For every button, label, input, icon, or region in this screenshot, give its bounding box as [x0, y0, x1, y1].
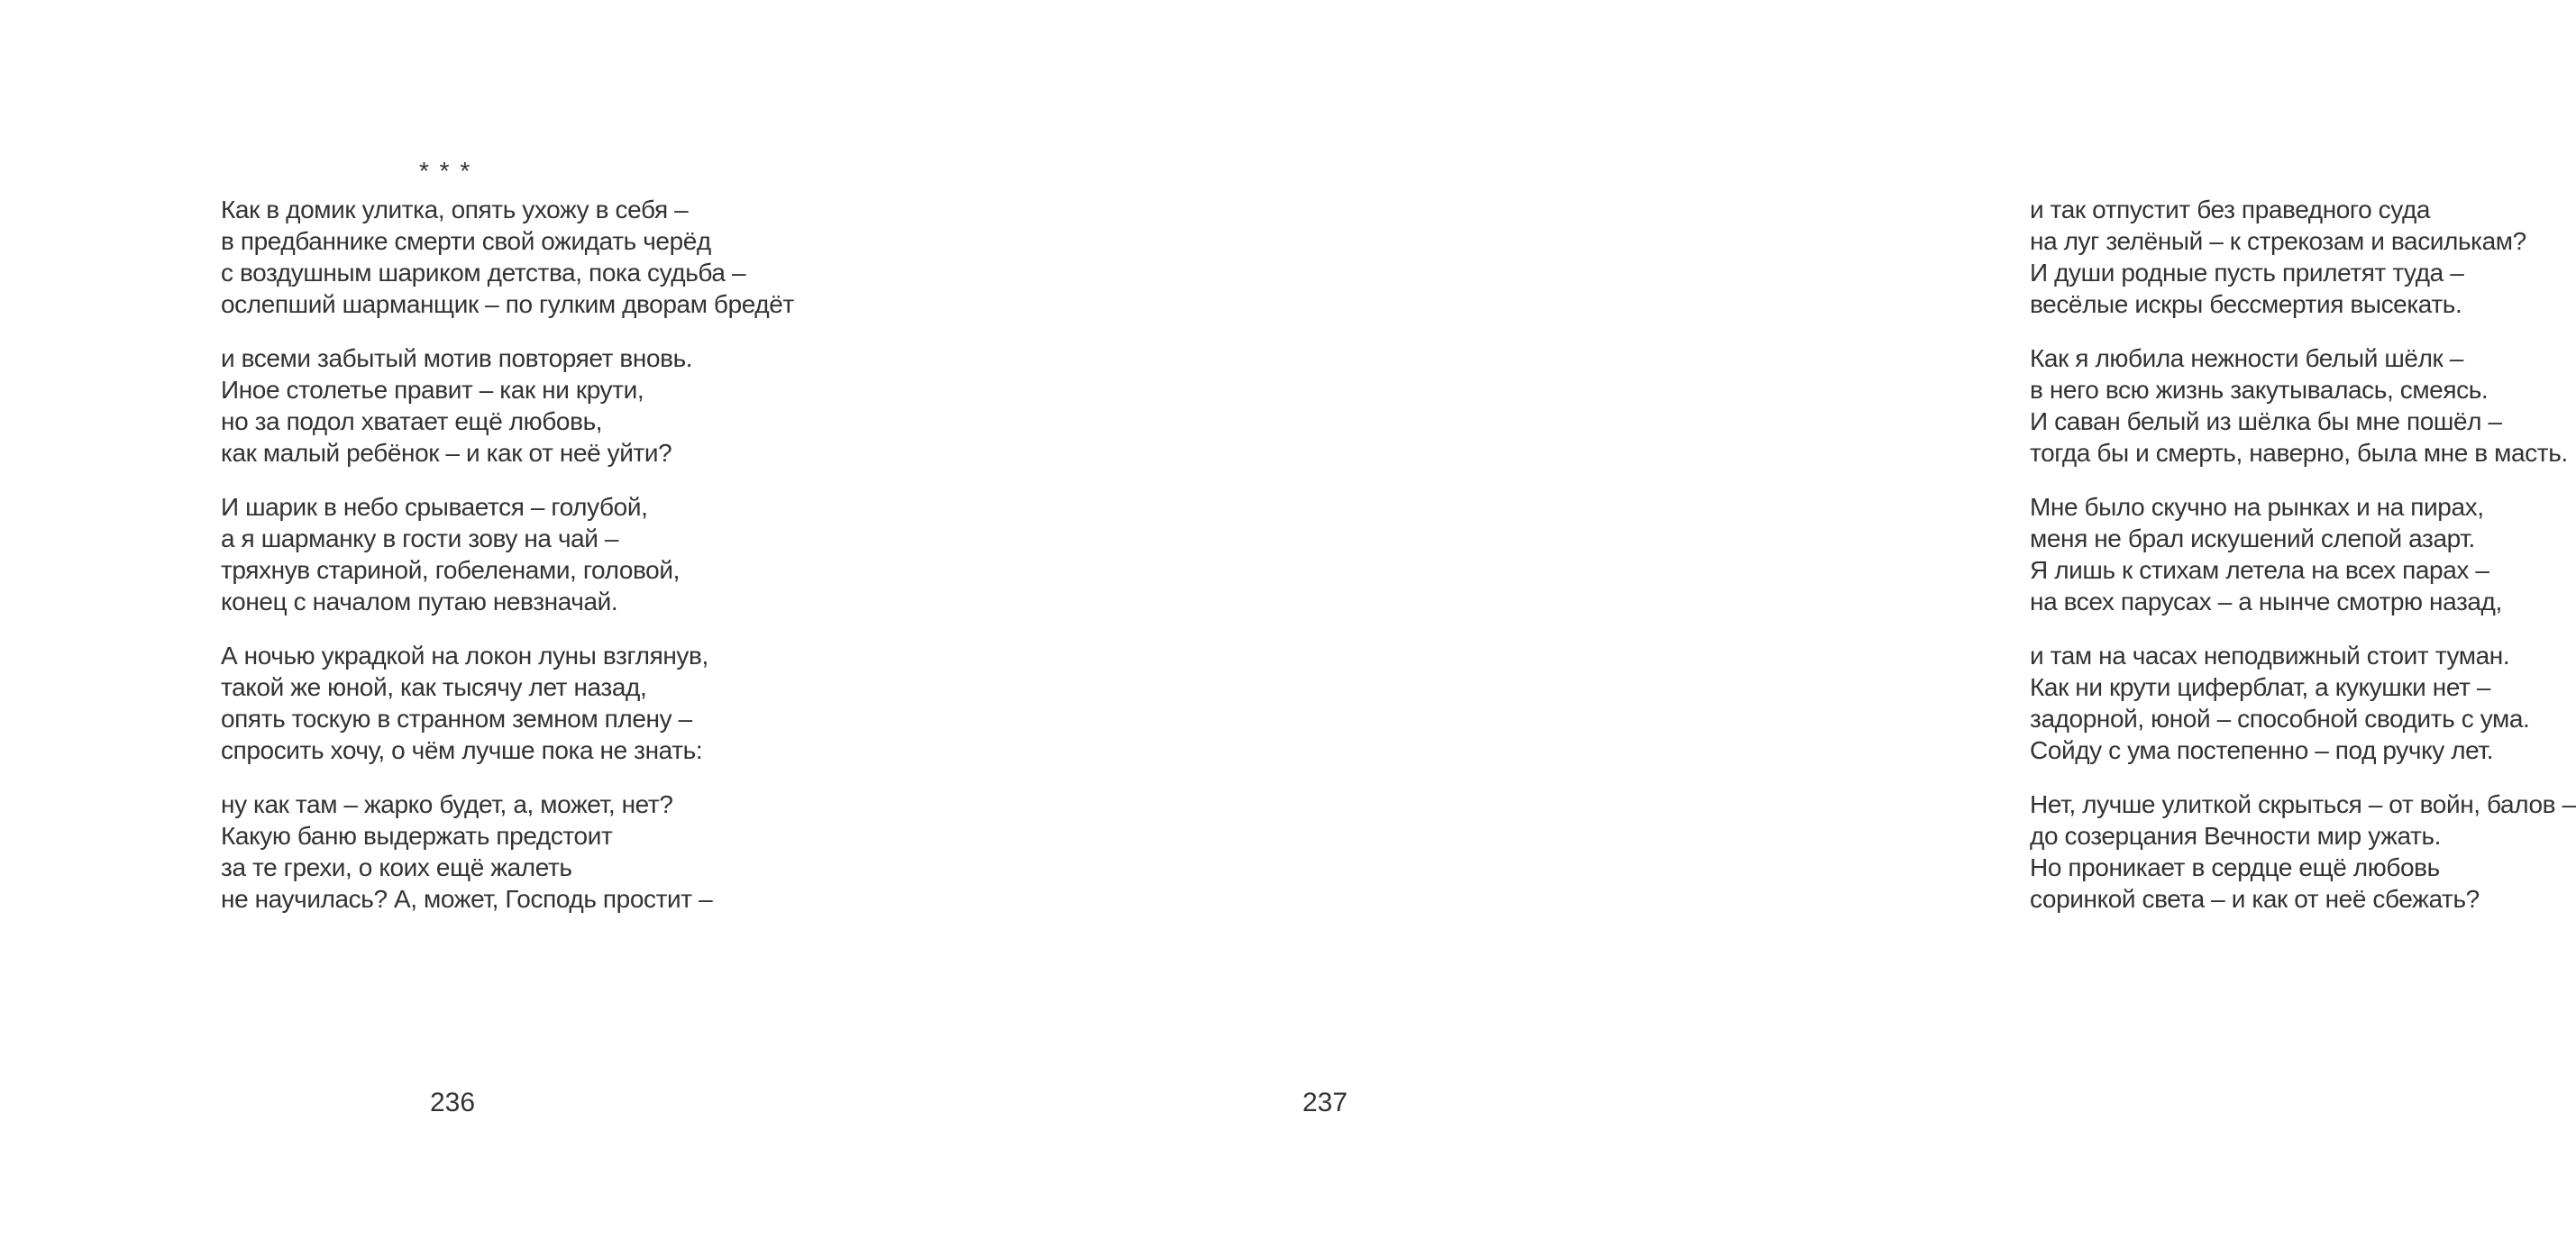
- poem-line: тогда бы и смерть, наверно, была мне в масть.: [2030, 439, 2568, 467]
- poem-line: на луг зелёный – к стрекозам и василькам?: [2030, 227, 2526, 255]
- poem-line: за те грехи, о коих ещё жалеть: [221, 853, 572, 881]
- poem-column-left: [221, 155, 794, 915]
- poem-line: не научилась? А, может, Господь простит –: [221, 885, 713, 913]
- poem-line: Сойду с ума постепенно – под ручку лет.: [2030, 736, 2494, 764]
- poem-line: И души родные пусть прилетят туда –: [2030, 259, 2464, 287]
- poem-line: с воздушным шариком детства, пока судьба –: [221, 259, 746, 287]
- page-right: [905, 0, 2576, 1249]
- poem-line: конец с началом путаю невзначай.: [221, 588, 618, 615]
- poem-line: тряхнув стариной, гобеленами, головой,: [221, 556, 680, 584]
- poem-line: и всеми забытый мотив повторяет вновь.: [221, 344, 693, 372]
- stanza: [2030, 491, 2576, 617]
- page-number-right: 237: [1302, 1088, 1348, 1117]
- poem-line: Нет, лучше улиткой скрыться – от войн, балов –: [2030, 790, 2576, 818]
- stanza: [221, 789, 794, 915]
- poem-line: и там на часах неподвижный стоит туман.: [2030, 642, 2510, 670]
- page-number-left: 236: [429, 1088, 476, 1117]
- poem-line: Мне было скучно на рынках и на пирах,: [2030, 493, 2484, 521]
- poem-line: Иное столетье правит – как ни крути,: [221, 376, 644, 404]
- stanza: [2030, 789, 2576, 915]
- poem-line: до созерцания Вечности мир ужать.: [2030, 822, 2442, 850]
- poem-line: Но проникает в сердце ещё любовь: [2030, 853, 2440, 881]
- poem-line: весёлые искры бессмертия высекать.: [2030, 290, 2462, 318]
- poem-line: Как ни крути циферблат, а кукушки нет –: [2030, 673, 2491, 701]
- poem-line: соринкой света – и как от неё сбежать?: [2030, 885, 2480, 913]
- stanza: [2030, 342, 2576, 469]
- poem-line: И шарик в небо срывается – голубой,: [221, 493, 648, 521]
- stanza: [221, 640, 794, 766]
- poem-line: на всех парусах – а нынче смотрю назад,: [2030, 588, 2502, 615]
- poem-line: такой же юной, как тысячу лет назад,: [221, 673, 647, 701]
- poem-line: а я шарманку в гости зову на чай –: [221, 524, 619, 552]
- poem-line: меня не брал искушений слепой азарт.: [2030, 524, 2475, 552]
- poem-column-right: [2030, 194, 2576, 915]
- poem-line: как малый ребёнок – и как от неё уйти?: [221, 439, 672, 467]
- stanza: [221, 491, 794, 617]
- poem-line: ослепший шарманщик – по гулким дворам бредёт: [221, 290, 794, 318]
- poem-line: в предбаннике смерти свой ожидать черёд: [221, 227, 711, 255]
- stanza: [221, 342, 794, 469]
- stanza: [2030, 194, 2576, 320]
- poem-line: Как в домик улитка, опять ухожу в себя –: [221, 196, 689, 223]
- poem-line: Какую баню выдержать предстоит: [221, 822, 613, 850]
- page-left: [0, 0, 905, 1249]
- poem-separator: * * *: [419, 157, 472, 185]
- stanza: [221, 194, 794, 320]
- poem-line: задорной, юной – способной сводить с ума.: [2030, 705, 2530, 733]
- poem-line: в него всю жизнь закутывалась, смеясь.: [2030, 376, 2489, 404]
- poem-line: А ночью украдкой на локон луны взглянув,: [221, 642, 708, 670]
- poem-line: спросить хочу, о чём лучше пока не знать:: [221, 736, 703, 764]
- stanza: [2030, 640, 2576, 766]
- poem-line: и так отпустит без праведного суда: [2030, 196, 2431, 223]
- poem-line: опять тоскую в странном земном плену –: [221, 705, 692, 733]
- poem-line: И саван белый из шёлка бы мне пошёл –: [2030, 407, 2502, 435]
- poem-line: ну как там – жарко будет, а, может, нет?: [221, 790, 673, 818]
- poem-line: Как я любила нежности белый шёлк –: [2030, 344, 2463, 372]
- poem-line: Я лишь к стихам летела на всех парах –: [2030, 556, 2489, 584]
- poem-line: но за подол хватает ещё любовь,: [221, 407, 603, 435]
